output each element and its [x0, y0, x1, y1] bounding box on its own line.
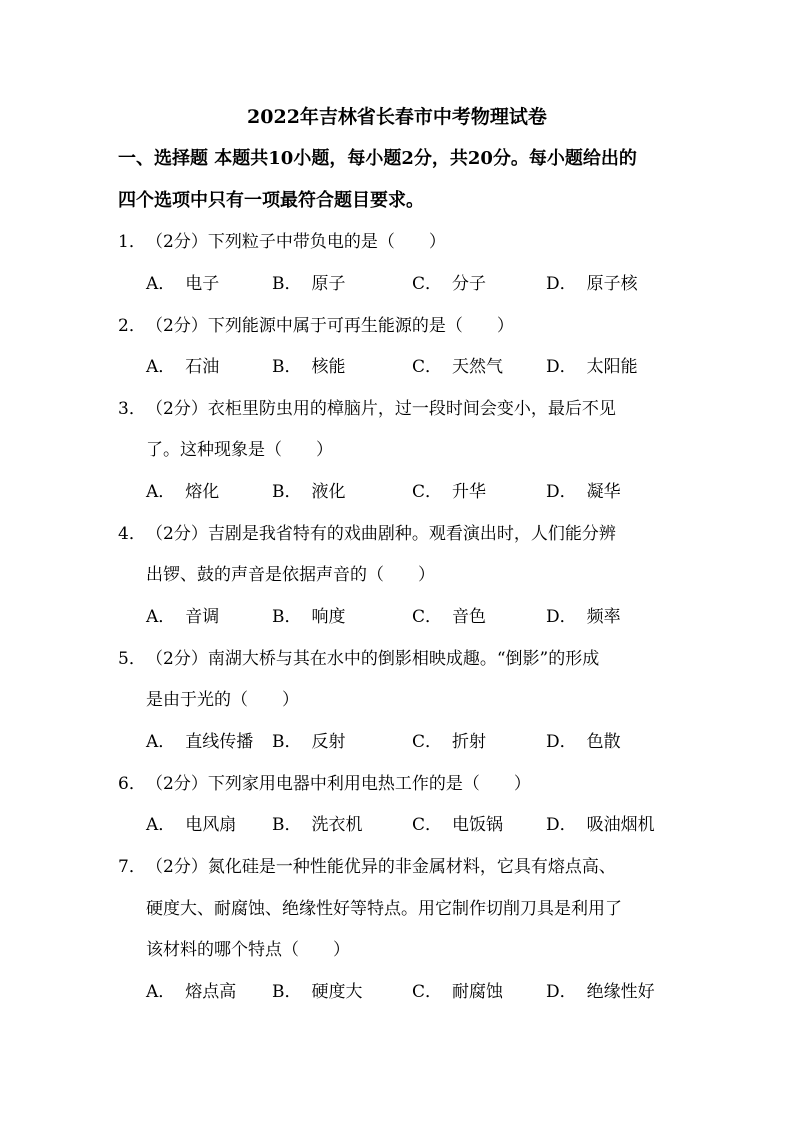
question-stem: （2分）南湖大桥与其在水中的倒影相映成趣。“倒影”的形成 — [146, 649, 600, 669]
question-5-options — [146, 730, 686, 754]
option-b: B． 反射 — [272, 732, 346, 752]
question-7-stem-continued-1: 硬度大、耐腐蚀、绝缘性好等特点。用它制作切削刀具是利用了 — [146, 899, 622, 919]
option-c: C． 音色 — [412, 607, 487, 627]
question-stem: （2分）氮化硅是一种性能优异的非金属材料，它具有熔点高、 — [146, 857, 616, 877]
question-4-stem-continued: 出锣、鼓的声音是依据声音的（ ） — [146, 565, 435, 585]
question-7-stem-continued-2: 该材料的哪个特点（ ） — [146, 940, 350, 960]
question-3 — [118, 397, 688, 421]
page-title: 2022年吉林省长春市中考物理试卷 — [247, 106, 547, 128]
option-b: B． 核能 — [272, 357, 346, 377]
question-number: 1． — [118, 232, 146, 252]
question-4-options — [146, 605, 686, 629]
option-a: A． 熔点高 — [146, 982, 237, 1002]
question-stem: （2分）下列能源中属于可再生能源的是（ ） — [146, 316, 514, 336]
option-c: C． 天然气 — [412, 357, 504, 377]
option-a: A． 电子 — [146, 274, 220, 294]
question-number: 7． — [118, 857, 146, 877]
question-stem: （2分）下列粒子中带负电的是（ ） — [146, 232, 446, 252]
option-b: B． 原子 — [272, 274, 346, 294]
question-1 — [118, 230, 688, 254]
option-d: D． 色散 — [546, 732, 621, 752]
question-number: 3． — [118, 399, 146, 419]
question-1-options — [146, 272, 686, 296]
option-d: D． 吸油烟机 — [546, 815, 655, 835]
section-heading-line-2: 四个选项中只有一项最符合题目要求。 — [118, 190, 424, 211]
question-2-options — [146, 355, 686, 379]
option-b: B． 响度 — [272, 607, 346, 627]
option-c: C． 耐腐蚀 — [412, 982, 504, 1002]
option-d: D． 原子核 — [546, 274, 638, 294]
question-stem: （2分）下列家用电器中利用电热工作的是（ ） — [146, 774, 531, 794]
question-6-options — [146, 813, 686, 837]
option-a: A． 电风扇 — [146, 815, 237, 835]
question-number: 6． — [118, 774, 146, 794]
question-5 — [118, 647, 688, 671]
option-b: B． 洗衣机 — [272, 815, 363, 835]
option-b: B． 硬度大 — [272, 982, 363, 1002]
question-7-options — [146, 980, 686, 1004]
option-c: C． 电饭锅 — [412, 815, 504, 835]
question-5-stem-continued: 是由于光的（ ） — [146, 690, 299, 710]
question-7 — [118, 855, 688, 879]
option-c: C． 折射 — [412, 732, 487, 752]
option-a: A． 石油 — [146, 357, 220, 377]
question-number: 4． — [118, 524, 146, 544]
question-6 — [118, 772, 688, 796]
question-stem: （2分）吉剧是我省特有的戏曲剧种。观看演出时，人们能分辨 — [146, 524, 616, 544]
option-b: B． 液化 — [272, 482, 346, 502]
option-d: D． 绝缘性好 — [546, 982, 655, 1002]
question-3-stem-continued: 了。这种现象是（ ） — [146, 440, 333, 460]
question-2 — [118, 314, 688, 338]
question-4 — [118, 522, 688, 546]
option-c: C． 分子 — [412, 274, 487, 294]
question-number: 2． — [118, 316, 146, 336]
question-3-options — [146, 480, 686, 504]
option-d: D． 凝华 — [546, 482, 621, 502]
option-d: D． 太阳能 — [546, 357, 638, 377]
section-heading-line-1: 一、选择题 本题共10小题，每小题2分，共20分。每小题给出的 — [118, 148, 637, 169]
question-number: 5． — [118, 649, 146, 669]
option-c: C． 升华 — [412, 482, 487, 502]
option-d: D． 频率 — [546, 607, 621, 627]
option-a: A． 音调 — [146, 607, 220, 627]
option-a: A． 熔化 — [146, 482, 220, 502]
question-stem: （2分）衣柜里防虫用的樟脑片，过一段时间会变小，最后不见 — [146, 399, 616, 419]
option-a: A． 直线传播 — [146, 732, 254, 752]
